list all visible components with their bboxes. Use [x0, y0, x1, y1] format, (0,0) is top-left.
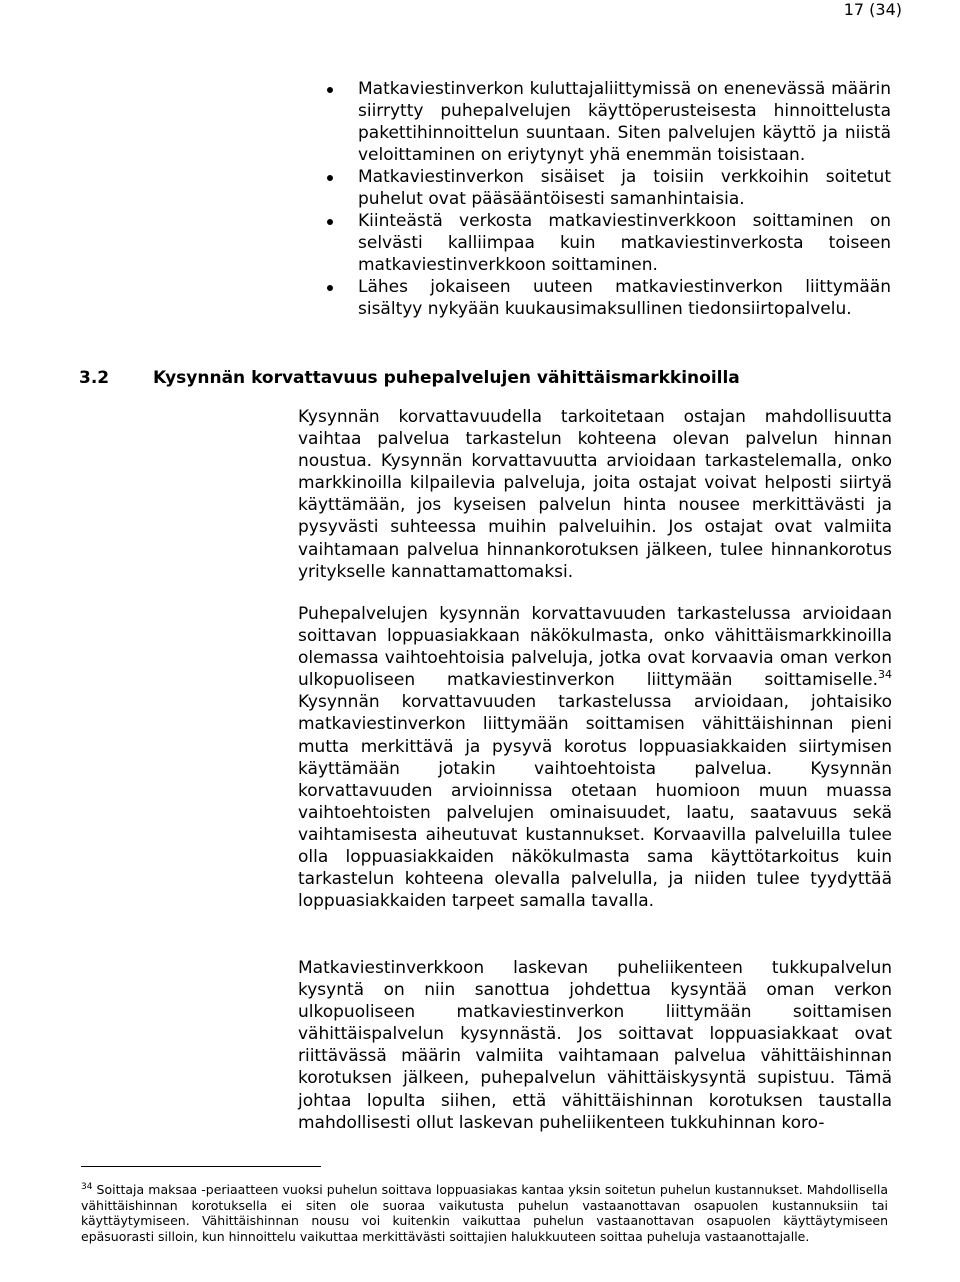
section-heading: [79, 367, 740, 389]
footnote-reference[interactable]: 34: [878, 668, 892, 682]
list-item-text: Lähes jokaiseen uuteen matkaviestinverkon liittymään sisältyy nykyään kuukausimaksullinen tiedonsiirtopalvelu.: [358, 277, 891, 319]
footnote: [81, 1182, 888, 1244]
paragraph-voice-service-assessment: [298, 603, 892, 912]
paragraph-text: Puhepalvelujen kysynnän korvattavuuden tarkastelussa arvioidaan soittavan loppuasiakkaan näkökulmasta, onko vähittäismarkkinoilla olemassa vaihtoehtoisia palveluja, jotka ovat korvaavia oman verkon ulkopuoliseen matkaviestinverkon liittymään soittamiselle.: [298, 604, 892, 691]
list-item: [358, 78, 891, 166]
bullet-icon: [327, 285, 333, 291]
paragraph-demand-substitutability: Kysynnän korvattavuudella tarkoitetaan ostajan mahdollisuutta vaihtaa palvelua tarkastelun kohteena olevan palvelun hinnan noustua. Kysynnän korvattavuutta arvioidaan tarkastelemalla, onko markkinoilla kilpailevia palveluja, joita ostajat voivat helposti siirtyä käyttämään, jos kyseisen palvelun hinta nousee merkittävästi ja pysyvästi suhteessa muihin palveluihin. Jos ostajat ovat valmiita vaihtamaan palvelua hinnankorotuksen jälkeen, tulee hinnankorotus yritykselle kannattamattomaksi.: [298, 407, 892, 582]
list-item: [358, 210, 891, 276]
list-item: [358, 276, 891, 320]
footnote-number: 34: [81, 1182, 93, 1192]
list-item: [358, 166, 891, 210]
list-item-text: Matkaviestinverkon kuluttajaliittymissä on enenevässä määrin siirrytty puhepalvelujen käyttöperusteisesta hinnoittelusta pakettihinnoittelun suuntaan. Siten palvelujen käyttö ja niistä veloittaminen on eriytynyt yhä enemmän toisistaan.: [358, 79, 891, 165]
paragraph-text: Kysynnän korvattavuuden tarkastelussa arvioidaan, johtaisiko matkaviestinverkon liittymään soittamisen vähittäishinnan pieni mutta merkittävä ja pysyvä korotus loppuasiakkaiden siirtymisen käyttämään jotakin vaihtoehtoista palvelua. Kysynnän korvattavuuden arvioinnissa otetaan huomioon muun muassa vaihtoehtoisten palvelujen ominaisuudet, laatu, saatavuus sekä vaihtamisesta aiheutuvat kustannukset. Korvaavilla palveluilla tulee olla loppuasiakkaiden näkökulmasta sama käyttötarkoitus kuin tarkastelun kohteena olevalla palvelulla, ja niiden tulee tyydyttää loppuasiakkaiden tarpeet samalla tavalla.: [298, 692, 892, 912]
footnote-text: Soittaja maksaa -periaatteen vuoksi puhelun soittava loppuasiakas kantaa yksin soitetun puhelun kustannukset. Mahdollisella vähittäishinnan korotuksella ei siten ole suoraa vaikutusta puhelun vastaanottavan osapuolen kustannuksiin tai käyttäytymiseen. Vähittäishinnan nousu voi kuitenkin vaikuttaa puhelun vastaanottavan osapuolen käyttäytymiseen epäsuorasti silloin, kun hinnoittelu vaikuttaa merkittävästi soittajien halukkuuteen soittaa puheluja vastaanottajalle.: [81, 1182, 888, 1244]
bullet-icon: [327, 175, 333, 181]
list-item-text: Matkaviestinverkon sisäiset ja toisiin verkkoihin soitetut puhelut ovat pääsääntöisesti samanhintaisia.: [358, 167, 891, 209]
bullet-icon: [327, 219, 333, 225]
page-number: 17 (34): [843, 0, 902, 19]
bullet-icon: [327, 87, 333, 93]
paragraph-termination-wholesale: Matkaviestinverkkoon laskevan puheliikenteen tukkupalvelun kysyntä on niin sanottua johdettua kysyntää oman verkon ulkopuoliseen matkaviestinverkon liittymään soittamisen vähittäispalvelun kysynnästä. Jos soittavat loppuasiakkaat ovat riittävässä määrin valmiita vaihtamaan palvelua vähittäishinnan korotuksen jälkeen, puhepalvelun vähittäiskysyntä supistuu. Tämä johtaa lopulta siihen, että vähittäishinnan korotuksen taustalla mahdollisesti ollut laskevan puheliikenteen tukkuhinnan koro-: [298, 958, 892, 1133]
section-title: Kysynnän korvattavuus puhepalvelujen vähittäismarkkinoilla: [153, 368, 740, 388]
bullet-list: [358, 78, 891, 320]
list-item-text: Kiinteästä verkosta matkaviestinverkkoon soittaminen on selvästi kalliimpaa kuin matkaviestinverkosta toiseen matkaviestinverkkoon soittaminen.: [358, 211, 891, 275]
section-number: 3.2: [79, 368, 110, 388]
footnote-divider: [81, 1166, 321, 1167]
